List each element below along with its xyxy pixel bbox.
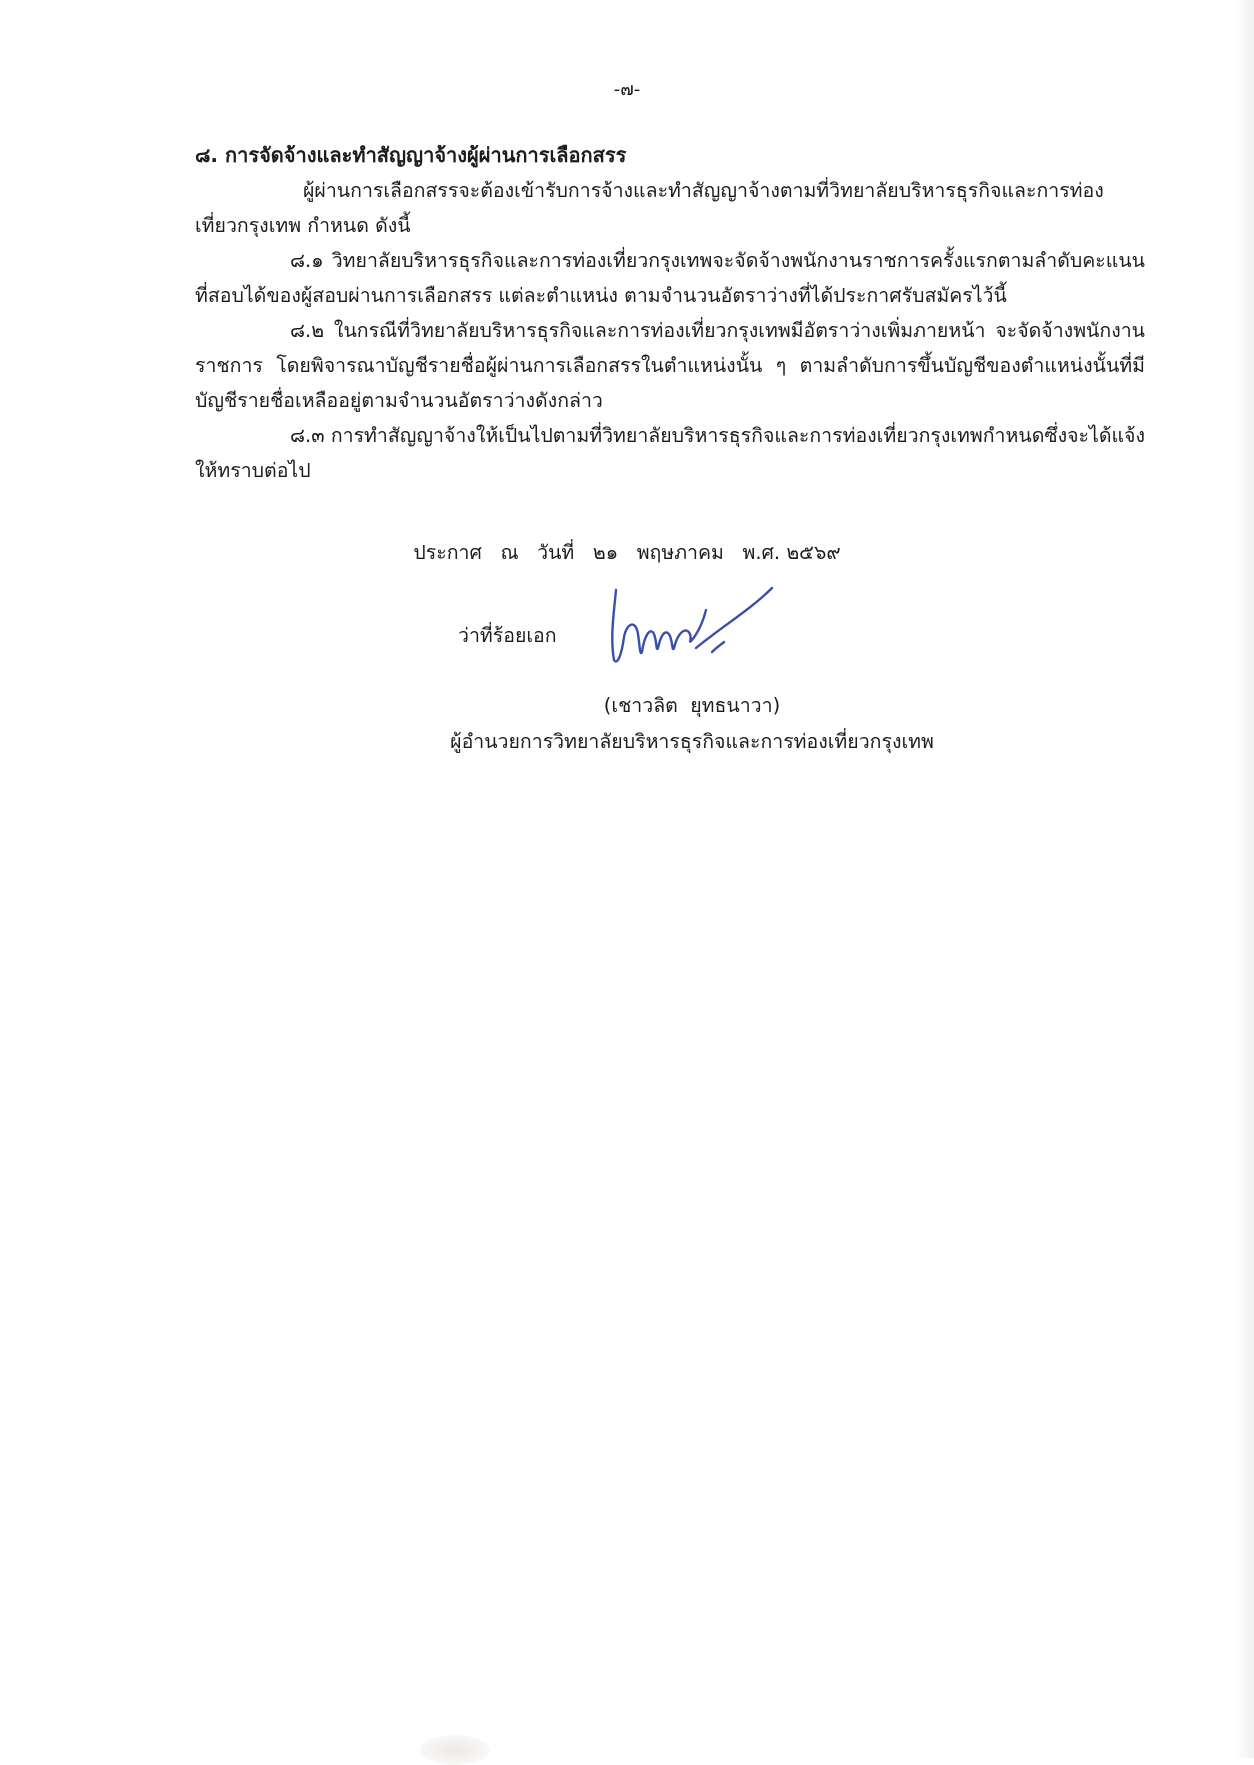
item-8-2-paragraph: ๘.๒ ในกรณีที่วิทยาลัยบริหารธุรกิจและการท่องเที่ยวกรุงเทพมีอัตราว่างเพิ่มภายหน้า จะจัดจ้างพนักงานราชการ โดยพิจารณาบัญชีรายชื่อผู้ผ่านการเลือกสรรในตำแหน่งนั้น ๆ ตามลำดับการขึ้นบัญชีของตำแหน่งนั้นที่มีบัญชีรายชื่อเหลืออยู่ตามจำนวนอัตราว่างดังกล่าว: [195, 319, 1145, 412]
scan-edge-shadow: [1236, 0, 1254, 1758]
item-8-3-paragraph: ๘.๓ การทำสัญญาจ้างให้เป็นไปตามที่วิทยาลัยบริหารธุรกิจและการท่องเที่ยวกรุงเทพกำหนดซึ่งจะได้แจ้งให้ทราบต่อไป: [195, 424, 1145, 482]
item-8-1-paragraph: ๘.๑ วิทยาลัยบริหารธุรกิจและการท่องเที่ยวกรุงเทพจะจัดจ้างพนักงานราชการครั้งแรกตามลำดับคะแนนที่สอบได้ของผู้สอบผ่านการเลือกสรร แต่ละตำแหน่ง ตามจำนวนอัตราว่างที่ได้ประกาศรับสมัครไว้นี้: [195, 249, 1145, 307]
page-number: -๗-: [613, 79, 641, 100]
section-body: [195, 138, 1145, 488]
signatory-name: (เชาวลิต ยุทธนาวา): [603, 694, 781, 717]
handwritten-signature: [600, 582, 800, 672]
announcement-date: ประกาศ ณ วันที่ ๒๑ พฤษภาคม พ.ศ. ๒๕๖๙: [413, 541, 841, 564]
scan-smudge: [420, 1735, 490, 1765]
signatory-title: ผู้อำนวยการวิทยาลัยบริหารธุรกิจและการท่องเที่ยวกรุงเทพ: [450, 730, 934, 753]
signatory-rank: ว่าที่ร้อยเอก: [458, 624, 557, 647]
section-intro-paragraph: ผู้ผ่านการเลือกสรรจะต้องเข้ารับการจ้างและทำสัญญาจ้างตามที่วิทยาลัยบริหารธุรกิจและการท่องเที่ยวกรุงเทพ กำหนด ดังนี้: [195, 179, 1104, 237]
section-heading: ๘. การจัดจ้างและทำสัญญาจ้างผู้ผ่านการเลือกสรร: [195, 143, 627, 167]
